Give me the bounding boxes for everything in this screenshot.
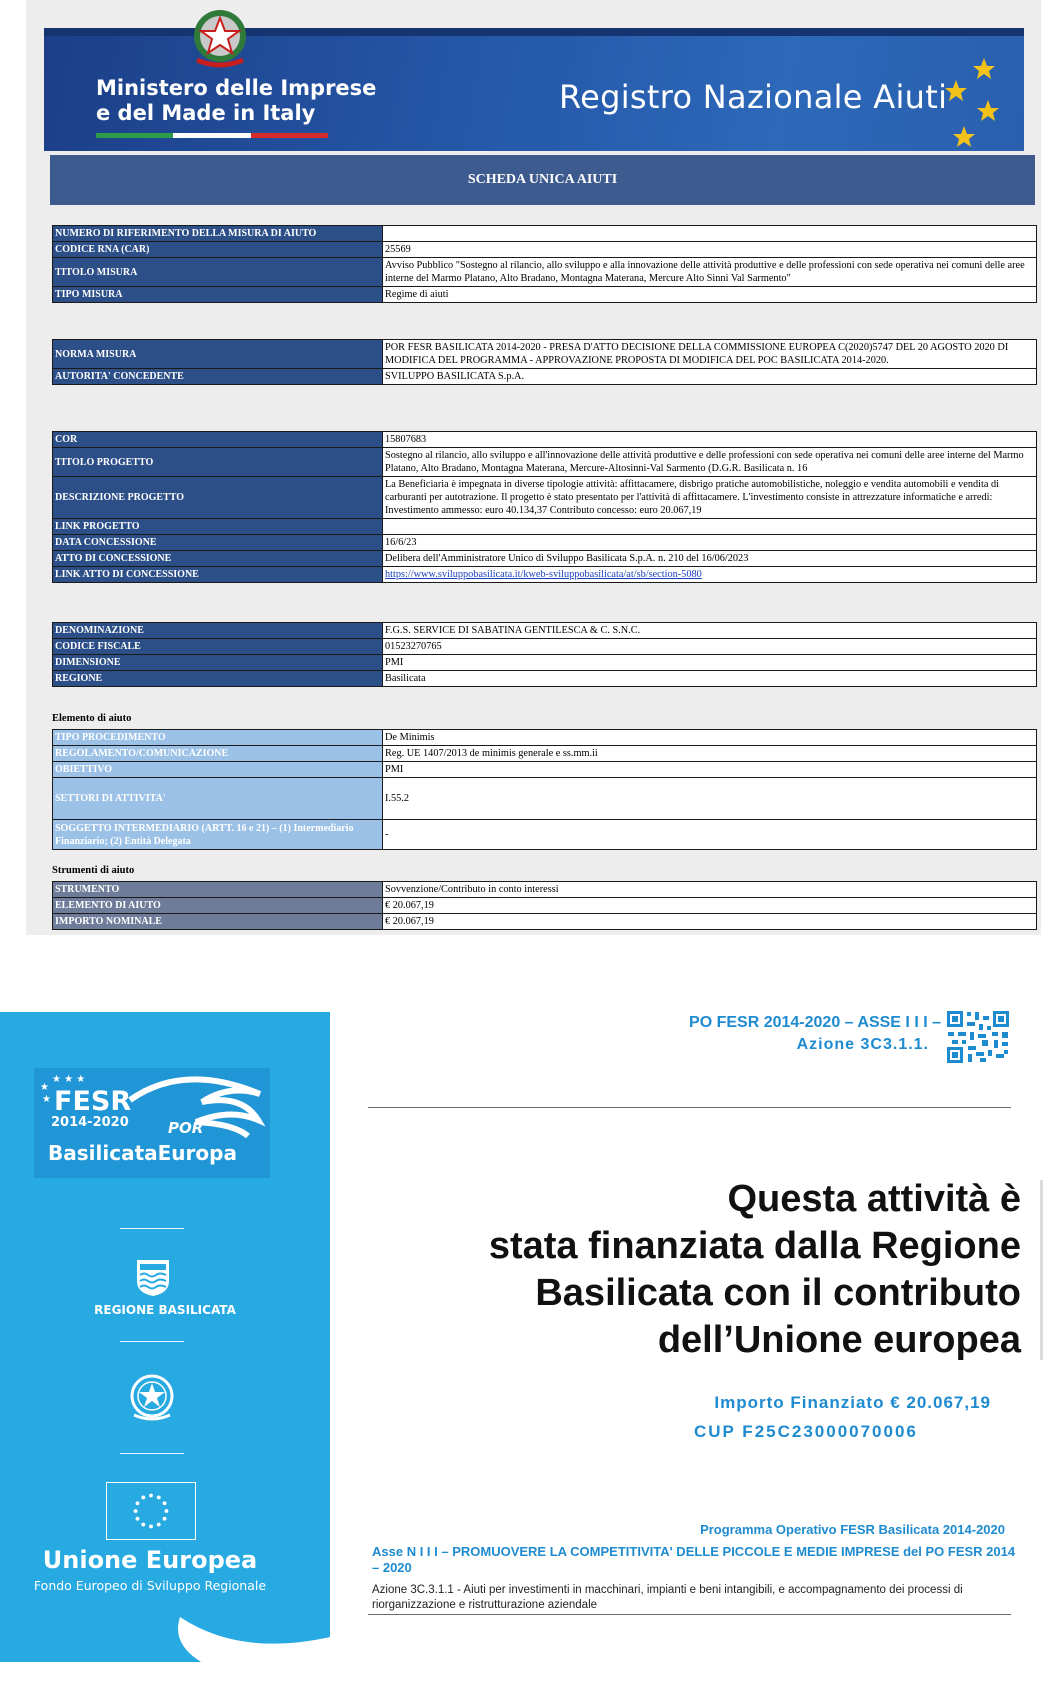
row-label: TITOLO MISURA xyxy=(53,258,383,287)
row-value xyxy=(383,226,1037,242)
row-label: REGIONE xyxy=(53,671,383,687)
qr-code-icon xyxy=(946,1010,1010,1064)
table-row xyxy=(53,882,1037,898)
headline-line-1: Questa attività è xyxy=(727,1178,1021,1220)
row-value: Sovvenzione/Contributo in conto interessi xyxy=(383,882,1037,898)
table-row xyxy=(53,258,1037,287)
poster-left-panel xyxy=(0,1012,330,1662)
regione-basilicata-crest-icon xyxy=(136,1259,170,1297)
table-row xyxy=(53,477,1037,519)
table-row xyxy=(53,448,1037,477)
table-row xyxy=(53,820,1037,850)
panel-divider xyxy=(120,1453,184,1454)
row-value: Reg. UE 1407/2013 de minimis generale e ss.mm.ii xyxy=(383,746,1037,762)
row-label: LINK PROGETTO xyxy=(53,519,383,535)
row-value: Delibera dell'Amministratore Unico di Sviluppo Basilicata S.p.A. n. 210 del 16/06/2023 xyxy=(383,551,1037,567)
table-row xyxy=(53,369,1037,385)
table-row xyxy=(53,519,1037,535)
table-row xyxy=(53,567,1037,583)
norma-table xyxy=(52,339,1037,385)
table-row xyxy=(53,898,1037,914)
azione-code-line: Azione 3C3.1.1. xyxy=(796,1036,929,1053)
panel-divider xyxy=(120,1228,184,1229)
italian-flag-bar xyxy=(96,133,328,138)
row-label: DIMENSIONE xyxy=(53,655,383,671)
table-row xyxy=(53,535,1037,551)
row-value: PMI xyxy=(383,762,1037,778)
row-label: DATA CONCESSIONE xyxy=(53,535,383,551)
headline-line-2: stata finanziata dalla Regione xyxy=(488,1225,1021,1267)
italian-republic-emblem-icon xyxy=(185,4,255,72)
funding-headline xyxy=(381,1176,1021,1364)
row-label: COR xyxy=(53,432,383,448)
row-label: SOGGETTO INTERMEDIARIO (ARTT. 16 e 21) – (1) Intermediario Finanziario; (2) Entità Delegata xyxy=(53,820,383,850)
programma-operativo-line: Programma Operativo FESR Basilicata 2014-2020 xyxy=(700,1522,1005,1537)
table-row xyxy=(53,639,1037,655)
svg-text:★ ★ ★: ★ ★ ★ xyxy=(52,1074,86,1085)
row-value: I.55.2 xyxy=(383,778,1037,820)
fesr-logo-por: POR xyxy=(168,1119,204,1137)
row-value: POR FESR BASILICATA 2014-2020 - PRESA D'ATTO DECISIONE DELLA COMMISSIONE EUROPEA C(2020)5747 DEL 20 AGOSTO 2020 DI MODIFICA DEL PROGRAMMA - APPROVAZIONE PROPOSTA DI MODIFICA DEL POC BASILICATA 2014-2020. xyxy=(383,340,1037,369)
fesr-basilicata-europa-logo xyxy=(34,1068,270,1178)
row-label: AUTORITA' CONCEDENTE xyxy=(53,369,383,385)
scheda-unica-aiuti-title: SCHEDA UNICA AIUTI xyxy=(50,155,1035,205)
table-row xyxy=(53,762,1037,778)
row-label: OBIETTIVO xyxy=(53,762,383,778)
table-row xyxy=(53,914,1037,930)
ministry-name-line-2: e del Made in Italy xyxy=(96,101,316,125)
row-value xyxy=(383,567,1037,583)
strumenti-table xyxy=(52,881,1037,930)
row-value: 16/6/23 xyxy=(383,535,1037,551)
table-row xyxy=(53,287,1037,303)
eu-stars-icon xyxy=(934,50,1004,150)
row-value: Avviso Pubblico "Sostegno al rilancio, allo sviluppo e alla innovazione delle attività produttive e delle professioni con sede operativa nei comuni delle aree interne del Marmo Platano, Alto Bradano, Montagna Materana, Mercure Alto Sinni Val Sarmento" xyxy=(383,258,1037,287)
ministry-name-line-1: Ministero delle Imprese xyxy=(96,76,377,100)
row-value: Basilicata xyxy=(383,671,1037,687)
row-label: CODICE RNA (CAR) xyxy=(53,242,383,258)
table-row xyxy=(53,730,1037,746)
row-label: NORMA MISURA xyxy=(53,340,383,369)
row-value: 15807683 xyxy=(383,432,1037,448)
row-value: F.G.S. SERVICE DI SABATINA GENTILESCA & C. S.N.C. xyxy=(383,623,1037,639)
row-label: TIPO MISURA xyxy=(53,287,383,303)
table-row xyxy=(53,226,1037,242)
table-row xyxy=(53,746,1037,762)
panel-divider xyxy=(120,1341,184,1342)
row-label: ATTO DI CONCESSIONE xyxy=(53,551,383,567)
eu-flag-icon xyxy=(106,1482,196,1540)
row-label: REGOLAMENTO/COMUNICAZIONE xyxy=(53,746,383,762)
headline-line-4: dell’Unione europea xyxy=(657,1319,1021,1361)
fondo-europeo-subtitle: Fondo Europeo di Sviluppo Regionale xyxy=(33,1578,267,1593)
fesr-logo-word: FESR xyxy=(54,1086,132,1117)
misura-table xyxy=(52,225,1037,303)
decorative-swoosh xyxy=(150,1597,330,1662)
row-value: La Beneficiaria è impegnata in diverse tipologie attività: affittacamere, disbrigo pratiche automobilistiche, noleggio e vendita automobili e vendita di carburanti per autotrazione. Il progetto è stato presentato per l'attività di affittacamere. L'investimento consiste in attrezzature informatiche e arredi: Investimento ammesso: euro 40.134,37 Contributo concesso: euro 20.067,19 xyxy=(383,477,1037,519)
row-label: NUMERO DI RIFERIMENTO DELLA MISURA DI AIUTO xyxy=(53,226,383,242)
row-label: SETTORI DI ATTIVITA' xyxy=(53,778,383,820)
poster-divider-top xyxy=(368,1107,1011,1108)
atto-concessione-link[interactable]: https://www.sviluppobasilicata.it/kweb-sviluppobasilicata/at/sb/section-5080 xyxy=(385,569,702,580)
row-label: TITOLO PROGETTO xyxy=(53,448,383,477)
progetto-table xyxy=(52,431,1037,583)
table-row xyxy=(53,551,1037,567)
strumenti-di-aiuto-caption: Strumenti di aiuto xyxy=(52,865,135,876)
row-label: TIPO PROCEDIMENTO xyxy=(53,730,383,746)
row-value: - xyxy=(383,820,1037,850)
svg-text:★: ★ xyxy=(40,1082,49,1093)
beneficiario-table xyxy=(52,622,1037,687)
table-row xyxy=(53,623,1037,639)
row-value xyxy=(383,519,1037,535)
regione-basilicata-label: REGIONE BASILICATA xyxy=(94,1303,236,1317)
row-label: DENOMINAZIONE xyxy=(53,623,383,639)
asse-description: Asse N I I I – PROMUOVERE LA COMPETITIVITA' DELLE PICCOLE E MEDIE IMPRESE del PO FESR 2014 – 2020 xyxy=(372,1544,1016,1575)
row-label: IMPORTO NOMINALE xyxy=(53,914,383,930)
elemento-di-aiuto-caption: Elemento di aiuto xyxy=(52,713,132,724)
row-value: Sostegno al rilancio, allo sviluppo e all'innovazione delle attività produttive e delle professioni con sede operativa nei comuni delle aree interne del Marmo Platano, Alto Bradano, Montagna Materana, Mercure-Altosinni-Val Sarmento (D.G.R. Basilicata n. 16 xyxy=(383,448,1037,477)
italian-republic-emblem-icon xyxy=(124,1369,180,1425)
table-row xyxy=(53,671,1037,687)
table-row xyxy=(53,340,1037,369)
row-value: 25569 xyxy=(383,242,1037,258)
table-row xyxy=(53,432,1037,448)
row-label: STRUMENTO xyxy=(53,882,383,898)
importo-finanziato: Importo Finanziato € 20.067,19 xyxy=(714,1393,991,1412)
row-label: CODICE FISCALE xyxy=(53,639,383,655)
row-value: Regime di aiuti xyxy=(383,287,1037,303)
table-row xyxy=(53,778,1037,820)
row-value: € 20.067,19 xyxy=(383,914,1037,930)
fesr-logo-years: 2014-2020 xyxy=(51,1115,129,1130)
svg-text:★: ★ xyxy=(42,1094,51,1105)
row-value: PMI xyxy=(383,655,1037,671)
table-row xyxy=(53,242,1037,258)
poster-divider-bottom xyxy=(368,1614,1011,1615)
po-fesr-asse-line: PO FESR 2014-2020 – ASSE I I I – xyxy=(689,1014,941,1031)
table-row xyxy=(53,655,1037,671)
row-label: DESCRIZIONE PROGETTO xyxy=(53,477,383,519)
row-label: ELEMENTO DI AIUTO xyxy=(53,898,383,914)
row-label: LINK ATTO DI CONCESSIONE xyxy=(53,567,383,583)
azione-description: Azione 3C.3.1.1 - Aiuti per investimenti in macchinari, impianti e beni intangibili, e accompagnamento dei processi di riorganizzazione e ristrutturazione aziendale xyxy=(372,1584,963,1611)
edge-shade xyxy=(1040,1180,1043,1360)
fesr-logo-brand: BasilicataEuropa xyxy=(48,1141,237,1165)
unione-europea-title: Unione Europea xyxy=(42,1546,258,1574)
row-value: SVILUPPO BASILICATA S.p.A. xyxy=(383,369,1037,385)
row-value: € 20.067,19 xyxy=(383,898,1037,914)
registry-title: Registro Nazionale Aiuti xyxy=(559,78,948,116)
cup-code: CUP F25C23000070006 xyxy=(694,1422,918,1441)
row-value: De Minimis xyxy=(383,730,1037,746)
row-value: 01523270765 xyxy=(383,639,1037,655)
headline-line-3: Basilicata con il contributo xyxy=(535,1272,1021,1314)
elemento-table xyxy=(52,729,1037,850)
